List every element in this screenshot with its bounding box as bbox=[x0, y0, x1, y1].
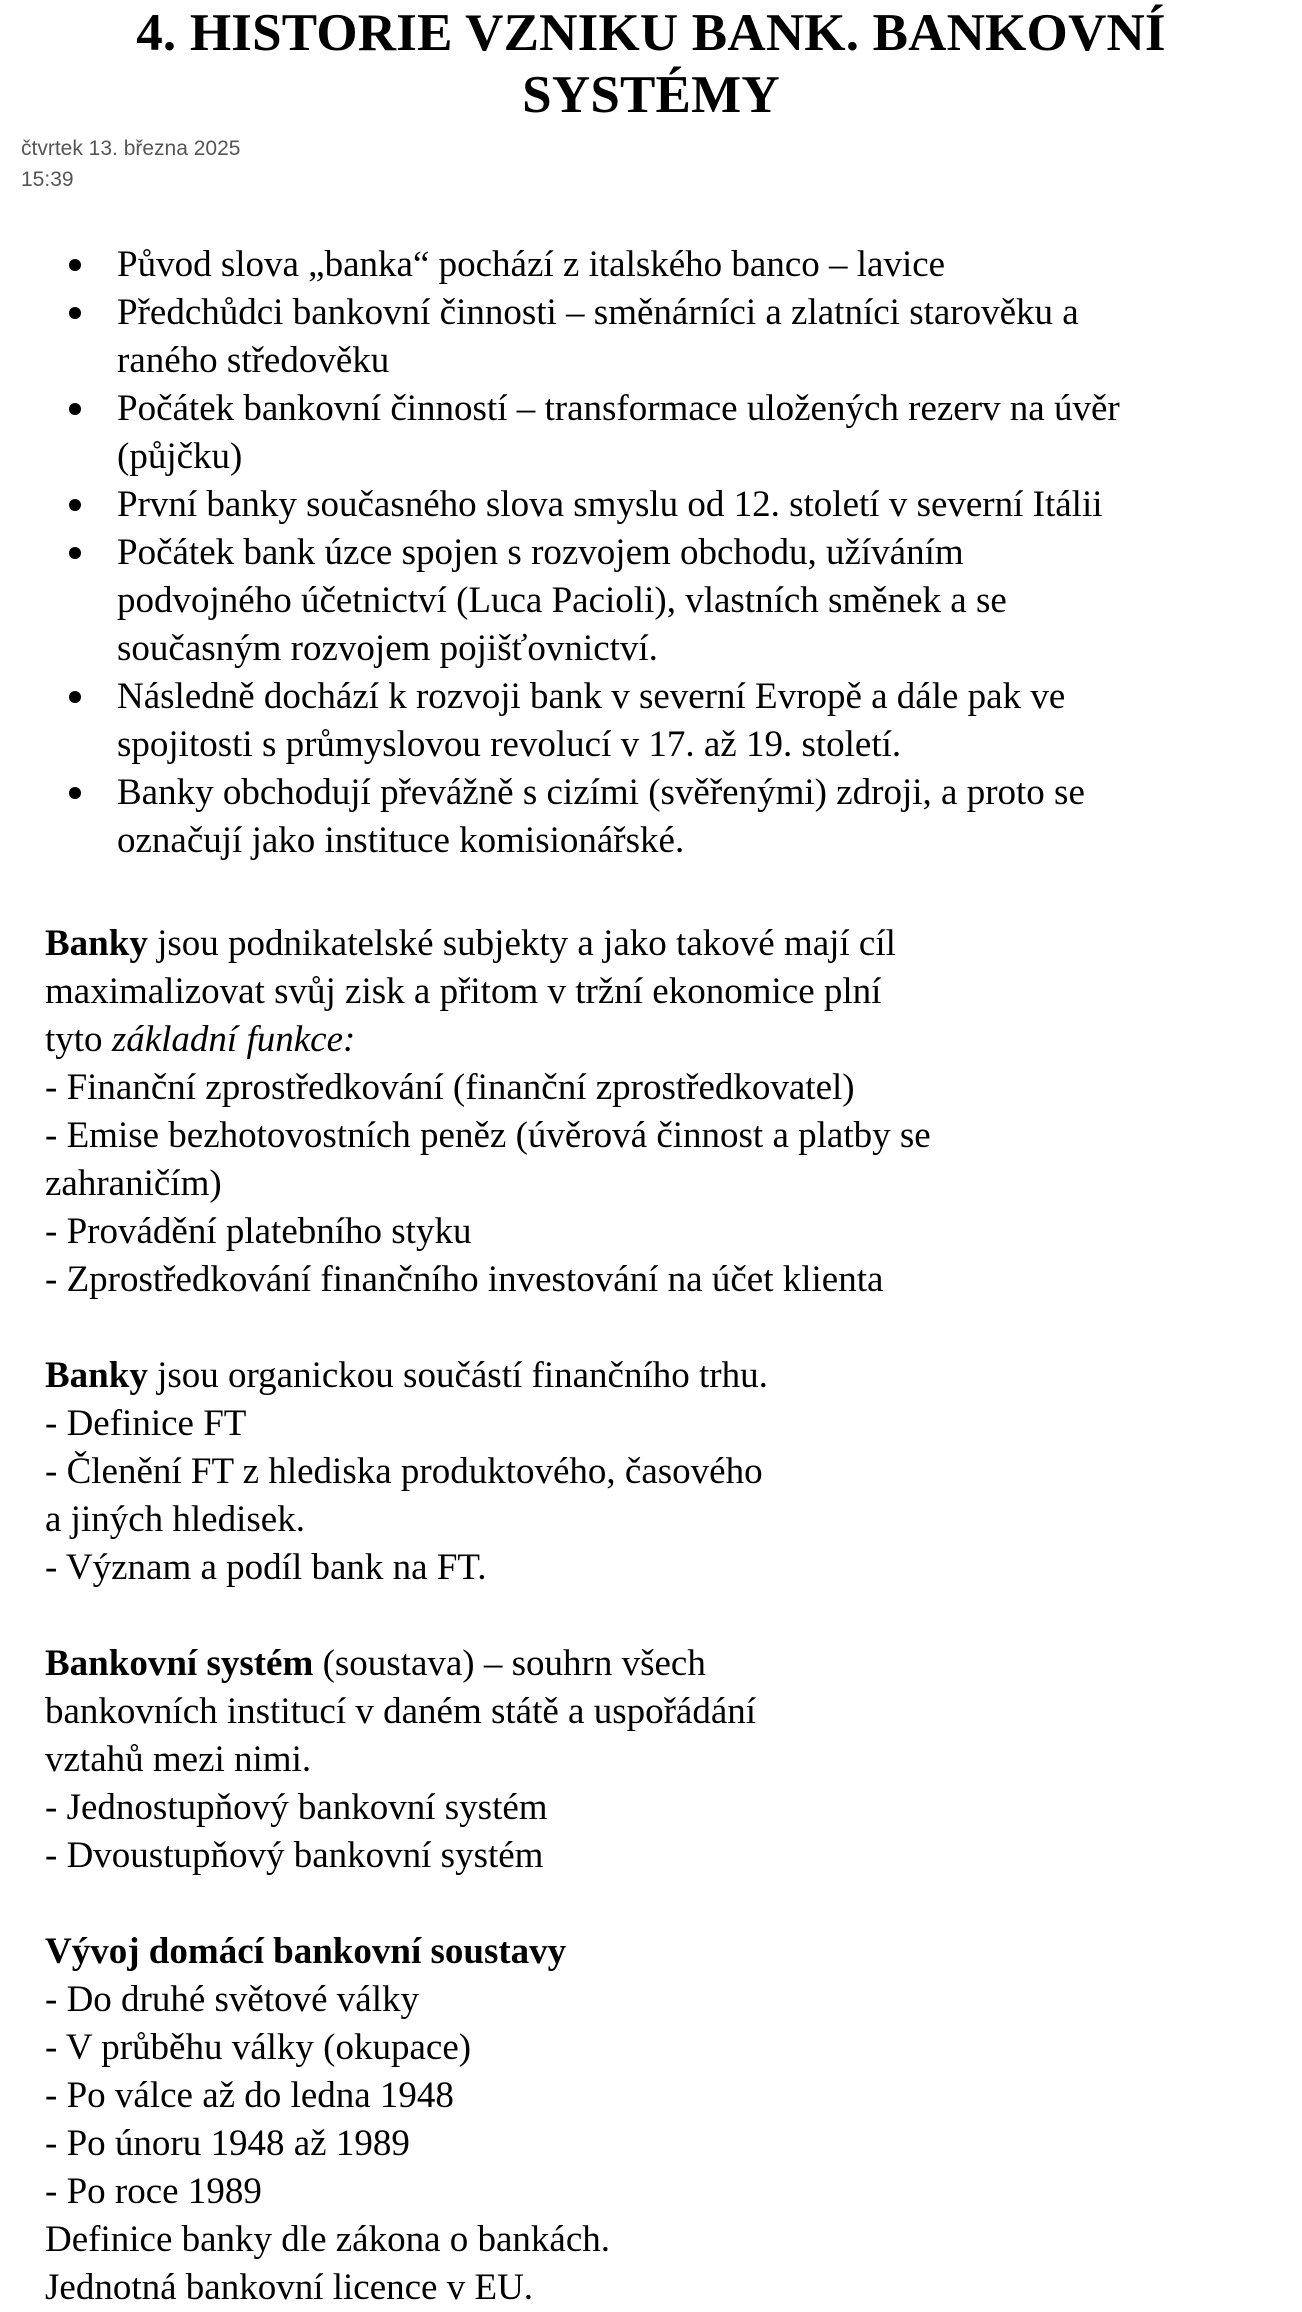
bullet-line: Počátek bankovní činností – transformace uložených rezerv na úvěr bbox=[117, 388, 1120, 429]
bullet-line: Banky obchodují převážně s cizími (svěřenými) zdroji, a proto se bbox=[117, 772, 1085, 813]
bank-functions-bold-term: Banky bbox=[45, 923, 148, 964]
bullet-item bbox=[0, 289, 1302, 385]
bullet-item bbox=[0, 529, 1302, 673]
bullet-line: Následně dochází k rozvoji bank v severní Evropě a dále pak ve bbox=[117, 676, 1066, 717]
bank-functions-item: zahraničím) bbox=[45, 1163, 222, 1204]
financial-market-intro-line bbox=[45, 1352, 768, 1400]
financial-market-item: - Členění FT z hlediska produktového, časového bbox=[45, 1451, 763, 1492]
domestic-history-section bbox=[45, 1928, 610, 2312]
banking-system-intro-line bbox=[45, 1640, 756, 1688]
bank-functions-item: - Emise bezhotovostních peněz (úvěrová činnost a platby se bbox=[45, 1115, 931, 1156]
domestic-history-item: - V průběhu války (okupace) bbox=[45, 2027, 472, 2068]
bank-functions-item: - Finanční zprostředkování (finanční zprostředkovatel) bbox=[45, 1067, 855, 1108]
bullet-dot-icon bbox=[69, 691, 81, 703]
note-time: 15:39 bbox=[21, 168, 74, 191]
domestic-history-item: - Do druhé světové války bbox=[45, 1979, 420, 2020]
bullet-item bbox=[0, 481, 1302, 529]
bullet-line: raného středověku bbox=[117, 340, 390, 381]
financial-market-section bbox=[45, 1352, 768, 1592]
banking-system-line-3: vztahů mezi nimi. bbox=[45, 1739, 312, 1780]
domestic-history-heading bbox=[45, 1928, 610, 1976]
domestic-history-item: Definice banky dle zákona o bankách. bbox=[45, 2219, 611, 2260]
bullet-item bbox=[0, 241, 1302, 289]
bullet-item bbox=[0, 769, 1302, 865]
financial-market-intro-rest: jsou organickou součástí finančního trhu. bbox=[147, 1355, 768, 1396]
bullet-dot-icon bbox=[69, 403, 81, 415]
bullet-item bbox=[0, 673, 1302, 769]
page-title bbox=[0, 0, 1302, 126]
bullet-line: (půjčku) bbox=[117, 436, 243, 477]
bank-functions-prefix: tyto bbox=[45, 1019, 112, 1060]
bullet-dot-icon bbox=[69, 259, 81, 271]
domestic-history-item: Jednotná bankovní licence v EU. bbox=[45, 2267, 534, 2308]
banking-system-intro-rest: (soustava) – souhrn všech bbox=[313, 1643, 706, 1684]
domestic-history-item: - Po roce 1989 bbox=[45, 2171, 262, 2212]
banking-system-line-2: bankovních institucí v daném státě a uspořádání bbox=[45, 1691, 757, 1732]
bank-functions-italic: základní funkce: bbox=[111, 1019, 356, 1060]
note-date: čtvrtek 13. března 2025 bbox=[21, 137, 241, 160]
banking-system-section bbox=[45, 1640, 756, 1880]
bank-functions-item: - Zprostředkování finančního investování na účet klienta bbox=[45, 1259, 884, 1300]
financial-market-item: - Definice FT bbox=[45, 1403, 247, 1444]
bullet-dot-icon bbox=[69, 547, 81, 559]
financial-market-item: - Význam a podíl bank na FT. bbox=[45, 1547, 487, 1588]
domestic-history-item: - Po únoru 1948 až 1989 bbox=[45, 2123, 410, 2164]
bank-functions-item: - Provádění platebního styku bbox=[45, 1211, 472, 1252]
banking-system-bold-term: Bankovní systém bbox=[45, 1643, 314, 1684]
bank-functions-intro-rest: jsou podnikatelské subjekty a jako takové mají cíl bbox=[147, 923, 896, 964]
bullet-line: spojitosti s průmyslovou revolucí v 17. až 19. století. bbox=[117, 724, 902, 765]
page-title-line-2: SYSTÉMY bbox=[522, 66, 780, 124]
bullet-line: První banky současného slova smyslu od 12. století v severní Itálii bbox=[117, 484, 1103, 525]
bullet-line: podvojného účetnictví (Luca Pacioli), vlastních směnek a se bbox=[117, 580, 1007, 621]
banking-system-item: - Dvoustupňový bankovní systém bbox=[45, 1835, 544, 1876]
financial-market-bold-term: Banky bbox=[45, 1355, 148, 1396]
bank-functions-line-3 bbox=[45, 1016, 931, 1064]
domestic-history-item: - Po válce až do ledna 1948 bbox=[45, 2075, 454, 2116]
bullet-dot-icon bbox=[69, 499, 81, 511]
bank-functions-intro-line bbox=[45, 920, 931, 968]
note-timestamp bbox=[21, 133, 240, 195]
bullet-line: současným rozvojem pojišťovnictví. bbox=[117, 628, 658, 669]
bank-functions-line-2: maximalizovat svůj zisk a přitom v tržní ekonomice plní bbox=[45, 971, 882, 1012]
bullet-list bbox=[0, 241, 1302, 865]
banking-system-item: - Jednostupňový bankovní systém bbox=[45, 1787, 548, 1828]
bullet-dot-icon bbox=[69, 307, 81, 319]
financial-market-item: a jiných hledisek. bbox=[45, 1499, 305, 1540]
bullet-line: označují jako instituce komisionářské. bbox=[117, 820, 685, 861]
bullet-item bbox=[0, 385, 1302, 481]
page-title-line-1: 4. HISTORIE VZNIKU BANK. BANKOVNÍ bbox=[136, 4, 1166, 62]
bank-functions-section bbox=[45, 920, 931, 1304]
bullet-line: Počátek bank úzce spojen s rozvojem obchodu, užíváním bbox=[117, 532, 964, 573]
bullet-line: Předchůdci bankovní činnosti – směnárníci a zlatníci starověku a bbox=[117, 292, 1079, 333]
bullet-line: Původ slova „banka“ pochází z italského banco – lavice bbox=[117, 244, 946, 285]
bullet-dot-icon bbox=[69, 787, 81, 799]
domestic-history-heading-text: Vývoj domácí bankovní soustavy bbox=[45, 1931, 567, 1972]
